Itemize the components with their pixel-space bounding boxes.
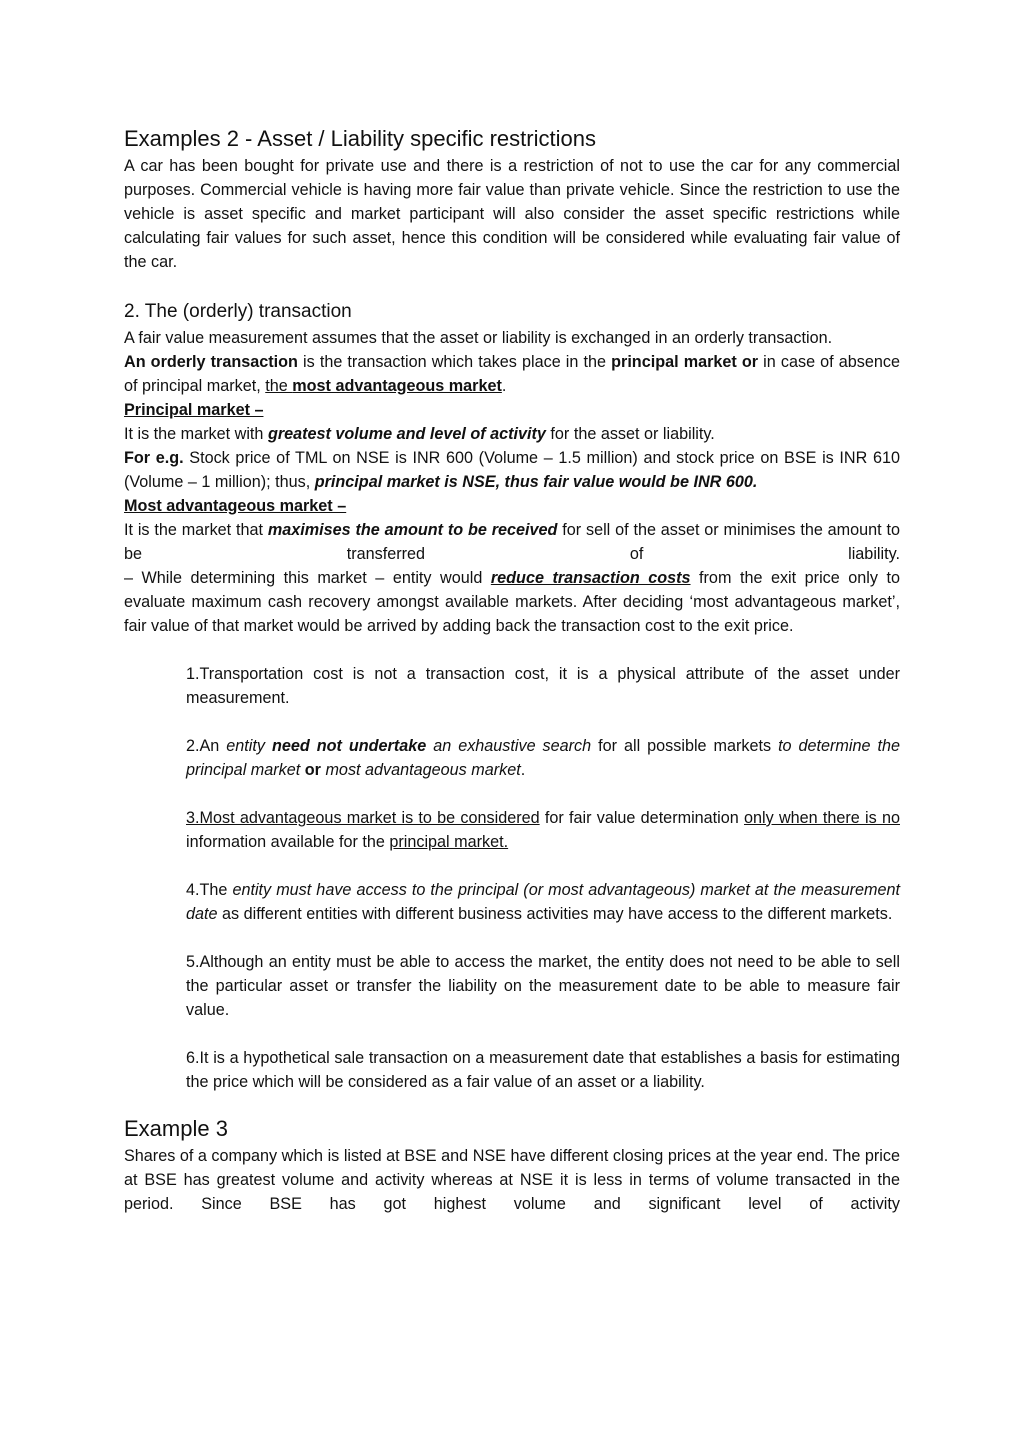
advantageous-market-definition: It is the market that maximises the amount to be received for sell of the asset or minimises the amount to be transferred of liability. (124, 521, 900, 563)
list-item: 2.An entity need not undertake an exhaustive search for all possible markets to determine the principal market or most advantageous market. (186, 737, 900, 779)
principal-market-example: For e.g. Stock price of TML on NSE is INR 600 (Volume – 1.5 million) and stock price on BSE is INR 610 (Volume – 1 million); thus, principal market is NSE, thus fair value would be INR 600. (124, 449, 900, 491)
orderly-transaction-paragraph: An orderly transaction is the transaction which takes place in the principal market or in case of absence of principal market, the most advantageous market. (124, 353, 900, 395)
list-item: 6.It is a hypothetical sale transaction on a measurement date that establishes a basis for estimating the price which will be considered as a fair value of an asset or a liability. (186, 1049, 900, 1091)
principal-market-definition: It is the market with greatest volume and level of activity for the asset or liability. (124, 425, 715, 443)
list-item: 3.Most advantageous market is to be considered for fair value determination only when there is no information available for the principal market. (186, 809, 900, 851)
orderly-bold-term: An orderly transaction (124, 353, 298, 371)
list-item: 4.The entity must have access to the principal (or most advantageous) market at the measurement date as different entities with different business activities may have access to the different markets. (186, 881, 900, 923)
list-item: 1.Transportation cost is not a transaction cost, it is a physical attribute of the asset under measurement. (186, 665, 900, 707)
example2-title: Examples 2 - Asset / Liability specific restrictions (124, 126, 596, 151)
advantageous-market-detail: – While determining this market – entity would reduce transaction costs from the exit price only to evaluate maximum cash recovery amongst available markets. After deciding ‘most advantageous market’, fair value of that market would be arrived by adding back the transaction cost to the exit price. (124, 569, 900, 635)
section2-intro: A fair value measurement assumes that the asset or liability is exchanged in an orderly transaction. (124, 329, 833, 347)
example3-body: Shares of a company which is listed at BSE and NSE have different closing prices at the year end. The price at BSE has greatest volume and activity whereas at NSE it is less in terms of volume transacted in the period. Since BSE has got highest volume and significant level of activity (124, 1147, 900, 1213)
spacer (124, 1094, 900, 1114)
list-item: 5.Although an entity must be able to access the market, the entity does not need to be able to sell the particular asset or transfer the liability on the measurement date to be able to measure fair value. (186, 953, 900, 1019)
example2-body: A car has been bought for private use and there is a restriction of not to use the car for any commercial purposes. Commercial vehicle is having more fair value than private vehicle. Since the restriction to use the vehicle is asset specific and market participant will also consider the asset specific restrictions while calculating fair values for such asset, hence this condition will be considered while evaluating fair value of the car. (124, 157, 900, 271)
points-list (186, 662, 900, 1094)
advantageous-market-heading: Most advantageous market – (124, 497, 347, 515)
spacer (124, 274, 900, 298)
principal-market-heading: Principal market – (124, 401, 264, 419)
document-page (124, 124, 900, 1216)
example3-title: Example 3 (124, 1116, 228, 1141)
spacer (124, 638, 900, 662)
section2-title: 2. The (orderly) transaction (124, 301, 352, 322)
